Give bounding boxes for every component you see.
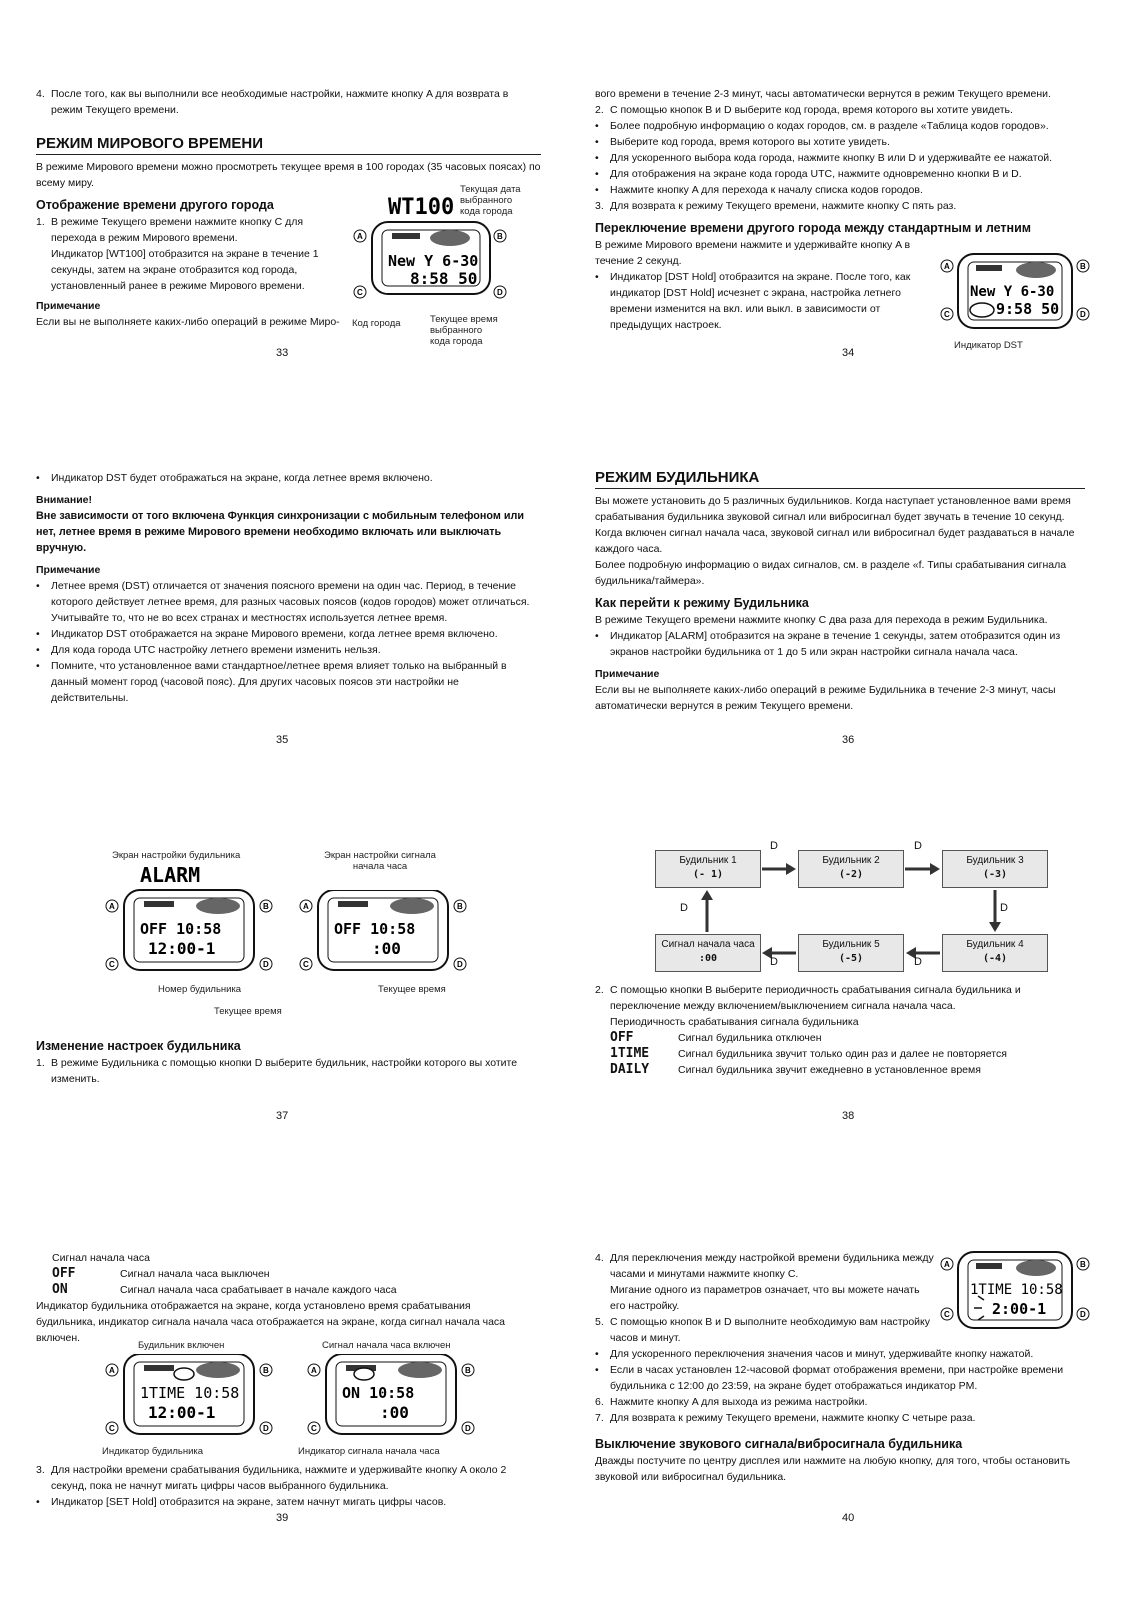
world-time-intro: В режиме Мирового времени можно просмотреть текущее время в 100 городах (35 часовых поясах) по всему миру. xyxy=(36,161,541,189)
page-number: 40 xyxy=(842,1512,855,1524)
caption-chime-screen: Экран настройки сигнала начала часа xyxy=(324,850,436,872)
note-heading: Примечание xyxy=(36,300,101,312)
svg-text:D: D xyxy=(1080,1310,1086,1319)
step-4: 4. Для переключения между настройкой времени будильника между часами и минутами нажмите кнопку C. Мигание одного из параметров означает, что вы можете начать его настройку. xyxy=(595,1252,934,1312)
alarm-once-icon: 1TIME xyxy=(610,1046,650,1061)
subtitle-other-city: Отображение времени другого города xyxy=(36,198,274,212)
watch-time-line: :00 xyxy=(372,939,401,958)
caption-current-time: Текущее время xyxy=(214,1006,282,1017)
svg-text:A: A xyxy=(303,902,309,911)
chime-row: ON Сигнал начала часа срабатывает в начале каждого часа xyxy=(52,1282,397,1297)
watch-time-line: 12:00-1 xyxy=(148,939,216,958)
svg-text:D: D xyxy=(457,960,463,969)
signal-bar-icon xyxy=(144,901,174,907)
svg-text:B: B xyxy=(465,1366,471,1375)
page-35 xyxy=(36,470,531,706)
watch-time-line: 8:58 50 xyxy=(410,269,478,288)
watch-diagram-set-alarm xyxy=(940,1250,1090,1334)
watch-diagram-chime-on xyxy=(306,1354,476,1440)
chime-off-icon: OFF xyxy=(52,1266,76,1281)
watch-time-line: 9:58 50 xyxy=(996,300,1060,318)
go-alarm-text: В режиме Текущего времени нажмите кнопку C два раза для перехода в режим Будильника. xyxy=(595,614,1048,626)
step-1: 1. В режиме Будильника с помощью кнопки D выберите будильник, настройки которого вы хотите изменить. xyxy=(36,1057,518,1085)
bullet-item: • Выберите код города, время которого вы хотите увидеть. xyxy=(595,136,890,148)
alarm-intro-2: Когда включен сигнал начала часа, звуковой сигнал или вибросигнал будет раздаваться в начале каждого часа. xyxy=(595,527,1075,555)
flow-label-d: D xyxy=(770,956,778,968)
bullet-item: • Более подробную информацию о кодах городов, см. в разделе «Таблица кодов городов». xyxy=(595,120,1049,132)
subtitle-dst-switch: Переключение времени другого города между стандартным и летним xyxy=(595,221,1032,235)
flow-alarm-1: Будильник 1 (- 1) xyxy=(655,850,761,888)
bluetooth-segment-icon xyxy=(398,1362,442,1378)
chime-on-icon: ON xyxy=(52,1282,68,1297)
svg-text:C: C xyxy=(944,310,950,319)
bullet-item: • Индикатор [SET Hold] отобразится на экране, затем начнут мигать цифры часов. xyxy=(36,1496,447,1508)
signal-bar-icon xyxy=(338,901,368,907)
bullet-item: • Для отображения на экране кода города UTC, нажмите одновременно кнопки B и D. xyxy=(595,168,1022,180)
caption-chime-on: Сигнал начала часа включен xyxy=(322,1340,451,1351)
svg-text:A: A xyxy=(944,262,950,271)
bullet-item: • Помните, что установленное вами стандартное/летнее время влияет только на выбранный в данный момент город (часовой пояс). Для других часовых поясов эти настройки не действительны. xyxy=(36,660,507,704)
watch-alarm-line: 1TIME 10:58 xyxy=(970,1282,1063,1298)
watch-chime-line: OFF 10:58 xyxy=(334,920,416,938)
svg-text:C: C xyxy=(109,960,115,969)
watch-time-line: :00 xyxy=(380,1403,409,1422)
chime-row: OFF Сигнал начала часа выключен xyxy=(52,1266,270,1281)
signal-bar-icon xyxy=(976,265,1002,271)
alarm-off-icon: OFF xyxy=(610,1030,634,1045)
period-row: DAILY Сигнал будильника звучит ежедневно в установленное время xyxy=(610,1062,981,1077)
caption-current-date: Текущая дата выбранного кода города xyxy=(460,184,521,217)
svg-text:B: B xyxy=(263,902,269,911)
flow-alarm-5: Будильник 5 (-5) xyxy=(798,934,904,972)
bullet-item: • Если в часах установлен 12-часовой формат отображения времени, при настройке времени будильника с 12:00 до 23:59, на экране будет отображаться индикатор PM. xyxy=(595,1364,1064,1392)
svg-text:A: A xyxy=(944,1260,950,1269)
signal-bar-icon xyxy=(392,233,420,239)
bullet-item: • Индикатор DST будет отображаться на экране, когда летнее время включено. xyxy=(36,472,433,484)
signal-bar-icon xyxy=(144,1365,174,1371)
svg-text:C: C xyxy=(944,1310,950,1319)
svg-text:C: C xyxy=(109,1424,115,1433)
flow-alarm-3: Будильник 3 (-3) xyxy=(942,850,1048,888)
svg-text:D: D xyxy=(263,1424,269,1433)
step-1: 1. В режиме Текущего времени нажмите кнопку C для перехода в режим Мирового времени. Индикатор [WT100] отобразится на экране в течение 1 секунды, затем на экране отобразится код города, установленный ранее в режиме Мирового времени. xyxy=(36,216,319,292)
section-title-world-time: РЕЖИМ МИРОВОГО ВРЕМЕНИ xyxy=(36,136,541,155)
bluetooth-segment-icon xyxy=(196,898,240,914)
svg-text:C: C xyxy=(357,288,363,297)
dst-indicator-icon xyxy=(970,303,994,317)
step-5: 5. С помощью кнопок B и D выполните необходимую вам настройку часов и минут. xyxy=(595,1316,931,1344)
page-number: 34 xyxy=(842,347,855,359)
note-text: Если вы не выполняете каких-либо операций в режиме Будильника в течение 2-3 минут, часы автоматически вернутся в режим Текущего времени. xyxy=(595,684,1056,712)
indicator-paragraph: Индикатор будильника отображается на экране, когда установлено время срабатывания будильника, индикатор сигнала начала часа отображается на экране, когда сигнал начала часа включен. xyxy=(36,1300,506,1344)
subtitle-change-alarm: Изменение настроек будильника xyxy=(36,1039,241,1053)
step-2: 2. С помощью кнопок B и D выберите код города, время которого вы хотите увидеть. xyxy=(595,104,1013,116)
page-36 xyxy=(595,470,1085,714)
watch-mode-label: ALARM xyxy=(140,863,201,887)
caption-chime-indicator: Индикатор сигнала начала часа xyxy=(298,1446,440,1457)
caption-city-code: Код города xyxy=(352,318,401,329)
bluetooth-segment-icon xyxy=(196,1362,240,1378)
watch-diagram-alarm xyxy=(104,860,274,980)
svg-text:C: C xyxy=(311,1424,317,1433)
svg-text:A: A xyxy=(109,1366,115,1375)
warning-text: Вне зависимости от того включена Функция синхронизации с мобильным телефоном или нет, летнее время в режиме Мирового времени необходимо включать или выключать вручную. xyxy=(36,510,524,554)
svg-text:B: B xyxy=(263,1366,269,1375)
step-7: 7. Для возврата к режиму Текущего времени, нажмите кнопку C четыре раза. xyxy=(595,1412,976,1424)
alarm-daily-icon: DAILY xyxy=(610,1062,650,1077)
flow-label-d: D xyxy=(680,902,688,914)
period-row: OFF Сигнал будильника отключен xyxy=(610,1030,822,1045)
flow-hourly-chime: Сигнал начала часа :00 xyxy=(655,934,761,972)
caption-current-time: Текущее время выбранного кода города xyxy=(430,314,498,347)
caption-alarm-on: Будильник включен xyxy=(138,1340,225,1351)
watch-time-line: 12:00-1 xyxy=(148,1403,216,1422)
bullet-item: • Нажмите кнопку A для перехода к началу списка кодов городов. xyxy=(595,184,923,196)
watch-time-line: 2:00-1 xyxy=(992,1300,1047,1318)
chime-heading: Сигнал начала часа xyxy=(52,1252,150,1264)
svg-text:D: D xyxy=(465,1424,471,1433)
watch-mode-label: WT100 xyxy=(388,195,455,220)
page-number: 35 xyxy=(276,734,289,746)
watch-alarm-line: 1TIME 10:58 xyxy=(140,1384,240,1402)
continuation-text: вого времени в течение 2-3 минут, часы автоматически вернутся в режим Текущего времени. xyxy=(595,88,1051,100)
signal-bar-icon xyxy=(976,1263,1002,1269)
watch-alarm-line: OFF 10:58 xyxy=(140,920,222,938)
watch-chime-line: ON 10:58 xyxy=(342,1384,415,1402)
bullet-item: • Индикатор [ALARM] отобразится на экране в течение 1 секунды, затем отобразится один из экранов настройки будильника от 1 до 5 или экран настройки сигнала начала часа. xyxy=(595,630,1061,658)
bluetooth-segment-icon xyxy=(430,230,470,246)
svg-text:D: D xyxy=(497,288,503,297)
subtitle-go-alarm: Как перейти к режиму Будильника xyxy=(595,596,809,610)
warning-heading: Внимание! xyxy=(36,494,92,506)
svg-text:D: D xyxy=(263,960,269,969)
dst-paragraph: В режиме Мирового времени нажмите и удерживайте кнопку A в течение 2 секунд. xyxy=(595,239,911,267)
watch-diagram-dst xyxy=(940,252,1090,332)
flow-label-d: D xyxy=(914,956,922,968)
page-38 xyxy=(595,982,1085,1078)
page-number: 39 xyxy=(276,1512,289,1524)
note-heading: Примечание xyxy=(595,668,660,680)
step-6: 6. Нажмите кнопку A для выхода из режима настройки. xyxy=(595,1396,868,1408)
flow-alarm-4: Будильник 4 (-4) xyxy=(942,934,1048,972)
svg-text:A: A xyxy=(357,232,363,241)
period-row: 1TIME Сигнал будильника звучит только один раз и далее не повторяется xyxy=(610,1046,1007,1061)
svg-text:B: B xyxy=(1080,1260,1086,1269)
svg-text:C: C xyxy=(303,960,309,969)
watch-diagram-chime xyxy=(298,890,468,980)
bullet-item: • Индикатор DST отображается на экране Мирового времени, когда летнее время включено. xyxy=(36,628,498,640)
caption-alarm-indicator: Индикатор будильника xyxy=(102,1446,204,1457)
flow-arrows xyxy=(650,840,1070,990)
svg-text:B: B xyxy=(497,232,503,241)
step-3: 3. Для настройки времени срабатывания будильника, нажмите и удерживайте кнопку A около 2 секунд, пока не начнут мигать цифры часов выбранного будильника. xyxy=(36,1464,507,1492)
flow-label-d: D xyxy=(770,840,778,852)
bluetooth-segment-icon xyxy=(390,898,434,914)
bullet-item: • Индикатор [DST Hold] отобразится на экране. После того, как индикатор [DST Hold] исчезнет с экрана, настройка летнего времени изменится на вкл. или выкл. в зависимости от предыдущих настроек. xyxy=(595,271,911,331)
svg-text:A: A xyxy=(311,1366,317,1375)
bluetooth-segment-icon xyxy=(1016,262,1056,278)
alarm-indicator-icon xyxy=(174,1368,194,1380)
step-3: 3. Для возврата к режиму Текущего времени, нажмите кнопку C пять раз. xyxy=(595,200,957,212)
alarm-intro-1: Вы можете установить до 5 различных будильников. Когда наступает установленное вами время срабатывания будильника звуковой сигнал или вибросигнал будет звучать в течение 10 секунд. xyxy=(595,495,1071,523)
page-number: 37 xyxy=(276,1110,289,1122)
page-39-steps xyxy=(36,1462,531,1510)
note-heading: Примечание xyxy=(36,564,101,576)
svg-text:A: A xyxy=(109,902,115,911)
svg-text:D: D xyxy=(1080,310,1086,319)
caption-alarm-number: Номер будильника xyxy=(158,984,242,995)
watch-city-line: New Y 6-30 xyxy=(970,284,1055,300)
note-text: Если вы не выполняете каких-либо операций в режиме Миро- xyxy=(36,316,340,328)
page-number: 38 xyxy=(842,1110,855,1122)
watch-city-line: New Y 6-30 xyxy=(388,252,479,270)
page-number: 33 xyxy=(276,347,289,359)
alarm-intro-3: Более подробную информацию о видах сигналов, см. в разделе «f. Типы срабатывания сигнала будильника/таймера». xyxy=(595,559,1067,587)
bullet-item: • Для ускоренного переключения значения часов и минут, удерживайте кнопку нажатой. xyxy=(595,1348,1034,1360)
page-39 xyxy=(36,1250,531,1346)
svg-text:B: B xyxy=(457,902,463,911)
svg-text:B: B xyxy=(1080,262,1086,271)
subtitle-stop-alarm: Выключение звукового сигнала/вибросигнала будильника xyxy=(595,1437,963,1451)
flow-label-d: D xyxy=(1000,902,1008,914)
section-title-alarm: РЕЖИМ БУДИЛЬНИКА xyxy=(595,470,1085,489)
caption-alarm-screen: Экран настройки будильника xyxy=(112,850,241,861)
page-37 xyxy=(36,1032,531,1087)
step-2: 2. С помощью кнопки B выберите периодичность срабатывания сигнала будильника и переключение между включением/выключением сигнала начала часа. xyxy=(595,984,1021,1012)
chime-indicator-icon xyxy=(354,1368,374,1380)
stop-alarm-text: Дважды постучите по центру дисплея или нажмите на любую кнопку, для того, чтобы остановить звуковой или вибросигнал будильника. xyxy=(595,1455,1071,1483)
bullet-item: • Летнее время (DST) отличается от значения поясного времени на один час. Период, в течение которого действует летнее время, для разных часовых поясов (кодов городов) может отличаться. Учитывайте то, что не во всех странах и местностях используется летнее время. xyxy=(36,580,530,624)
watch-diagram-alarm-on xyxy=(104,1354,274,1440)
page-number: 36 xyxy=(842,734,855,746)
caption-dst-indicator: Индикатор DST xyxy=(954,340,1023,351)
bluetooth-segment-icon xyxy=(1016,1260,1056,1276)
step-4: 4. После того, как вы выполнили все необходимые настройки, нажмите кнопку A для возврата в режим Текущего времени. xyxy=(36,88,509,116)
bullet-item: • Для кода города UTC настройку летнего времени изменить нельзя. xyxy=(36,644,381,656)
period-heading: Периодичность срабатывания сигнала будильника xyxy=(610,1016,859,1028)
flow-label-d: D xyxy=(914,840,922,852)
caption-current-time: Текущее время xyxy=(378,984,446,995)
flow-alarm-2: Будильник 2 (-2) xyxy=(798,850,904,888)
bullet-item: • Для ускоренного выбора кода города, нажмите кнопку B или D и удерживайте ее нажатой. xyxy=(595,152,1053,164)
